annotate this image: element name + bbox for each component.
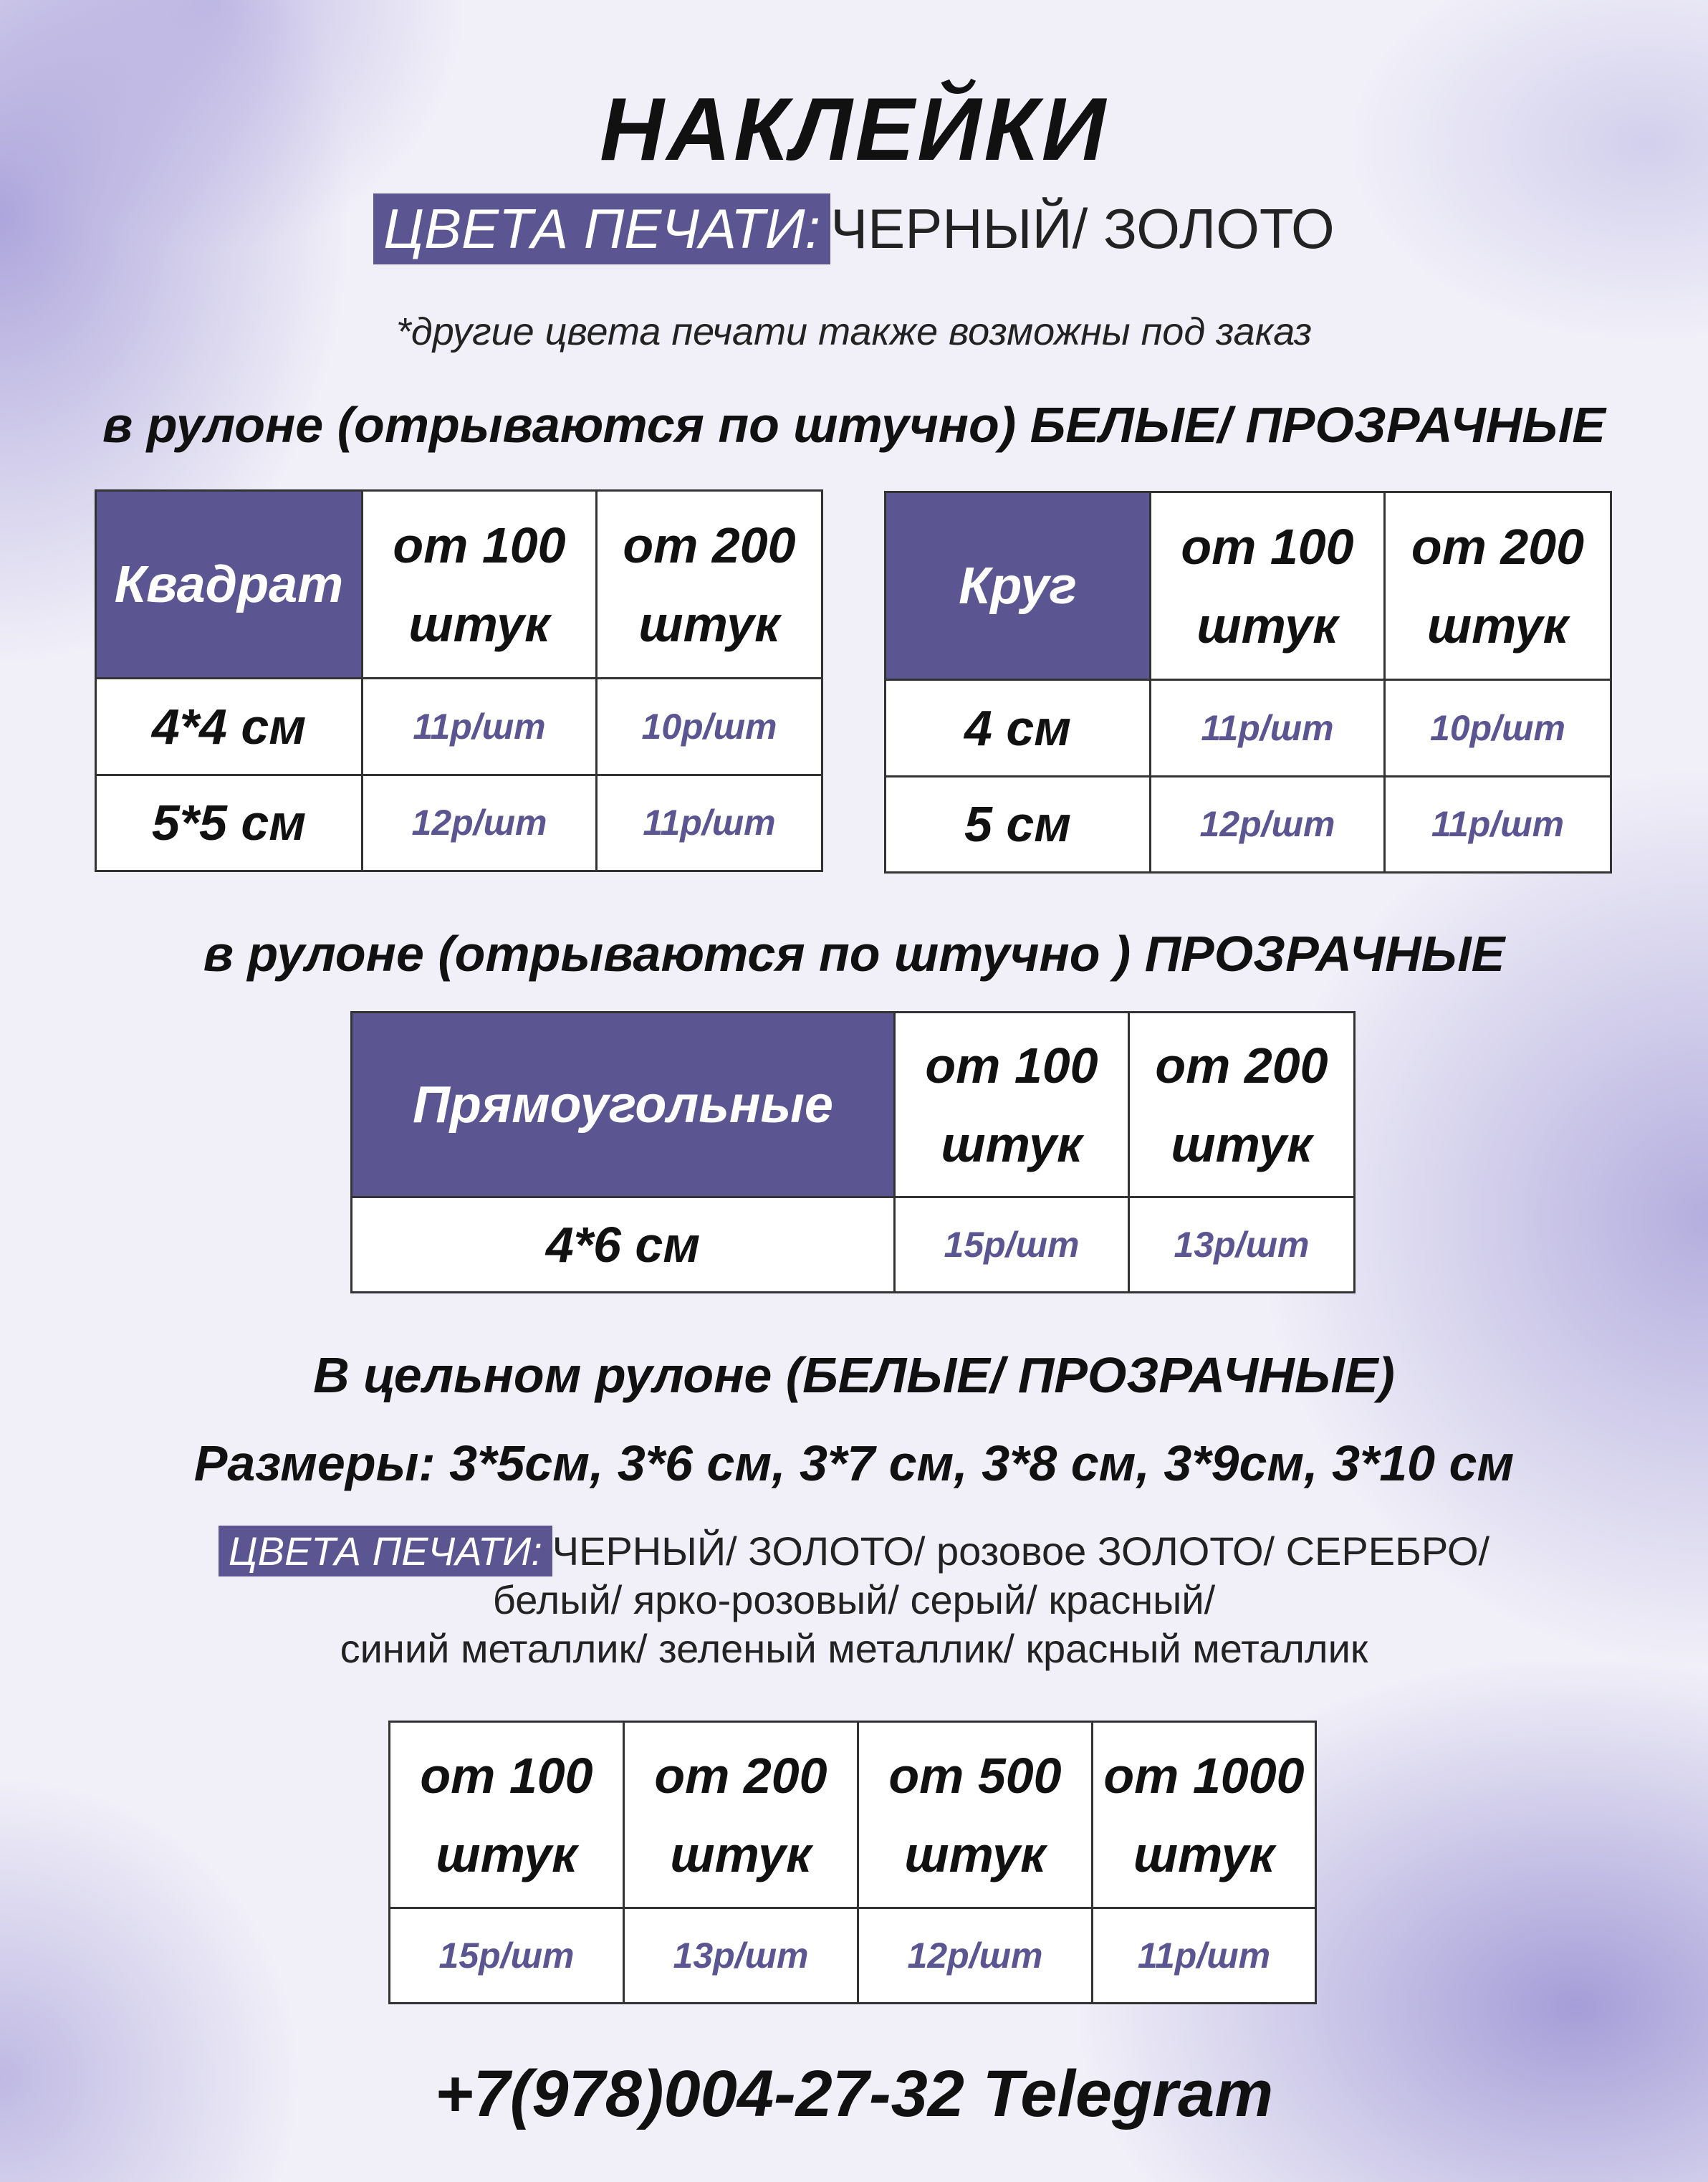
- qty-100-header: [363, 491, 597, 679]
- qty-unit: штук: [1133, 1826, 1275, 1882]
- price-cell: 13р/шт: [1129, 1197, 1355, 1293]
- qty-unit: штук: [1196, 597, 1338, 654]
- qty-100-header: [1151, 492, 1385, 680]
- qty-unit: штук: [1171, 1116, 1313, 1172]
- colors-line-2: белый/ ярко-розовый/ серый/ красный/: [492, 1577, 1216, 1622]
- qty-label: от 100: [1181, 518, 1354, 575]
- colors-text: ЧЕРНЫЙ/ ЗОЛОТО/ розовое ЗОЛОТО/ СЕРЕБРО/: [552, 1528, 1490, 1574]
- qty-unit: штук: [436, 1826, 577, 1882]
- qty-200-header: [1129, 1013, 1355, 1197]
- note: *другие цвета печати также возможны под заказ: [395, 310, 1313, 353]
- table-row: [390, 1908, 1316, 2004]
- qty-unit: штук: [670, 1826, 812, 1882]
- price-cell: 12р/шт: [1151, 776, 1385, 873]
- page-title: НАКЛЕЙКИ: [600, 80, 1108, 179]
- table-row: [96, 775, 822, 871]
- table-row: [886, 680, 1611, 777]
- rect-price-table: [350, 1011, 1356, 1293]
- rect-header: Прямоугольные: [352, 1013, 895, 1197]
- size-cell: 4 см: [886, 680, 1151, 777]
- qty-unit: штук: [1426, 597, 1569, 654]
- qty-label: от 200: [654, 1747, 827, 1804]
- section3-heading: В цельном рулоне (БЕЛЫЕ/ ПРОЗРАЧНЫЕ): [313, 1347, 1395, 1403]
- qty-header: [858, 1722, 1093, 1908]
- qty-label: от 100: [393, 517, 566, 573]
- size-cell: 4*6 см: [352, 1197, 895, 1293]
- colors-block: [0, 1527, 1708, 1673]
- qty-label: от 100: [420, 1747, 593, 1804]
- price-cell: 10р/шт: [1385, 680, 1611, 777]
- qty-unit: штук: [904, 1826, 1046, 1882]
- contact-phone: +7(978)004-27-32 Telegram: [434, 2057, 1274, 2130]
- qty-label: от 500: [888, 1747, 1062, 1804]
- section2-heading: в рулоне (отрываются по штучно ) ПРОЗРАЧНЫЕ: [203, 926, 1505, 982]
- qty-unit: штук: [941, 1116, 1083, 1172]
- sizes-line: Размеры: 3*5см, 3*6 см, 3*7 см, 3*8 см, 3*9см, 3*10 см: [193, 1435, 1515, 1491]
- qty-label: от 1000: [1103, 1747, 1305, 1804]
- colors-line-1: [0, 1527, 1708, 1576]
- section1-heading: в рулоне (отрываются по штучно) БЕЛЫЕ/ ПРОЗРАЧНЫЕ: [102, 397, 1606, 453]
- price-cell: 11р/шт: [363, 679, 597, 775]
- circle-price-table: [884, 491, 1612, 874]
- qty-header: [624, 1722, 858, 1908]
- colors-line-3: синий металлик/ зеленый металлик/ красный металлик: [340, 1626, 1368, 1671]
- qty-label: от 100: [925, 1037, 1098, 1094]
- qty-100-header: [895, 1013, 1129, 1197]
- print-colors-label: ЦВЕТА ПЕЧАТИ:: [373, 193, 830, 264]
- price-cell: 12р/шт: [363, 775, 597, 871]
- qty-header: [390, 1722, 624, 1908]
- print-colors-value: ЧЕРНЫЙ/ ЗОЛОТО: [830, 197, 1335, 260]
- table-row: [886, 776, 1611, 873]
- qty-label: от 200: [1155, 1037, 1328, 1094]
- size-cell: 5 см: [886, 776, 1151, 873]
- price-cell: 11р/шт: [597, 775, 822, 871]
- qty-unit: штук: [638, 595, 780, 652]
- size-cell: 4*4 см: [96, 679, 363, 775]
- colors-label: ЦВЕТА ПЕЧАТИ:: [219, 1526, 552, 1576]
- qty-header: [1093, 1722, 1316, 1908]
- price-cell: 11р/шт: [1093, 1908, 1316, 2004]
- square-price-table: [95, 489, 823, 872]
- table-row: [96, 679, 822, 775]
- price-cell: 15р/шт: [895, 1197, 1129, 1293]
- circle-header: Круг: [886, 492, 1151, 680]
- price-cell: 11р/шт: [1385, 776, 1611, 873]
- qty-label: от 200: [623, 517, 796, 573]
- qty-200-header: [597, 491, 822, 679]
- table-row: [352, 1197, 1355, 1293]
- price-cell: 12р/шт: [858, 1908, 1093, 2004]
- price-cell: 15р/шт: [390, 1908, 624, 2004]
- qty-unit: штук: [408, 595, 550, 652]
- price-cell: 10р/шт: [597, 679, 822, 775]
- qty-200-header: [1385, 492, 1611, 680]
- price-cell: 13р/шт: [624, 1908, 858, 2004]
- square-header: Квадрат: [96, 491, 363, 679]
- qty-label: от 200: [1411, 518, 1585, 575]
- print-colors: [0, 193, 1708, 264]
- roll-price-table: [388, 1721, 1317, 2004]
- size-cell: 5*5 см: [96, 775, 363, 871]
- price-cell: 11р/шт: [1151, 680, 1385, 777]
